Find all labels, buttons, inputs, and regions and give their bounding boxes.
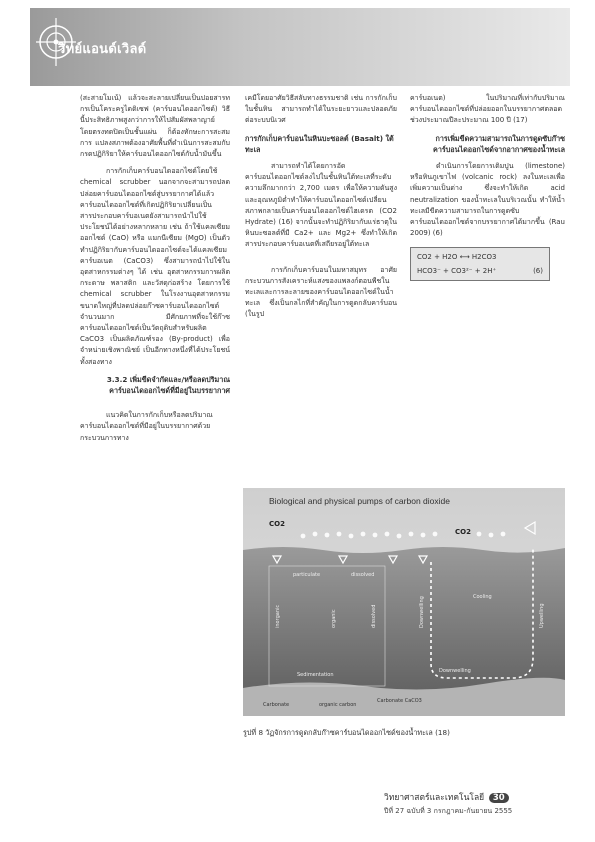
calcareous-label: Carbonate xyxy=(263,702,290,708)
paragraph: แนวคิดในการกักเก็บหรือลดปริมาณคาร์บอนไดออกไซด์ที่มีอยู่ในบรรยากาศด้วยกระบวนการทาง xyxy=(80,411,213,442)
particulate-label: particulate xyxy=(293,572,321,578)
subsection-heading: การเพิ่มขีดความสามารถในการดูดซับก๊าซคาร์บอนไดออกไซด์จากอากาศของน้ำทะเล xyxy=(433,133,565,154)
downwelling-label: Downwelling xyxy=(439,668,471,674)
organic-label: organic xyxy=(331,609,337,628)
paragraph: คาร์บอเนต) ในปริมาณที่เท่ากับปริมาณคาร์บอนไดออกไซด์ที่ปล่อยออกในบรรยากาศตลอดช่วงประมาณปีละประมาณ 100 ปี (17) xyxy=(410,94,565,125)
equation-box xyxy=(410,247,550,281)
upwelling-label: Upwelling xyxy=(539,603,545,628)
header-title: วิทย์แอนด์เวิลด์ xyxy=(58,42,147,57)
paragraph: การกักเก็บคาร์บอนในมหาสมุทร อาศัยกระบวนการสังเคราะห์แสงของแพลงก์ตอนพืชในทะเลและการละลายของคาร์บอนไดออกไซด์ในน้ำทะเล ซึ่งเป็นกลไกที่สำคัญในการดูดกลับคาร์บอน (ในรูป xyxy=(245,265,397,319)
paragraph: (สะสายโมเน้) แล้วจะสะลายเปลี่ยนเป็นปอยสารทกรเป็นโคระครูไดดิเซฟ (คาร์บอนไดออกไซด์) วิธีนี้ประสิทธิภาพสูงกว่าการให้ไปสัมผัสพลาญาย์โดยตรงทดปิดเป็นชั้นแผ่น ก็ต้องทักษะการสะสมการ แปลงสภาพต้องอาศัยพื้นที่ดำเนินการสะสมกับกรดปฏิกิริยาให้คาร์บอนไดออกไซด์กับน้ำมันขึ้น xyxy=(80,94,230,159)
text-column-1 xyxy=(80,93,230,450)
journal-name: วิทยาศาสตร์และเทคโนโลยี xyxy=(384,793,485,803)
subsection-heading: การกักเก็บคาร์บอนในหินบะซอลต์ (Basalt) ใต้ทะเล xyxy=(245,133,394,154)
co2-label-right: CO2 xyxy=(455,528,471,536)
page-number: 30 xyxy=(489,793,509,803)
co2-label-left: CO2 xyxy=(269,520,285,528)
carbon-pump-figure xyxy=(243,488,565,716)
text-column-2 xyxy=(245,93,397,327)
figure-title: Biological and physical pumps of carbon dioxide xyxy=(269,496,450,506)
carbon-pump-diagram xyxy=(243,488,565,716)
section-heading: 3.3.2 เพิ่มขีดจำกัดและ/หรือลดปริมาณคาร์บอนไดออกไซด์ที่มีอยู่ในบรรยากาศ xyxy=(106,374,230,396)
paragraph: สามารถทำได้โดยการอัดคาร์บอนไดออกไซด์ลงไปในชั้นหินใต้ทะเลที่ระดับความลึกมากกว่า 2,700 เมตร เพื่อให้ความดันสูงและอุณหภูมิต่ำทำให้คาร์บอนไดออกไซด์เปลี่ยนสภาพกลายเป็นคาร์บอนไดออกไซด์ไฮเดรต (CO2 Hydrate) (16) จากนั้นจะทำปฏิกิริยากับแร่ธาตุในหินบะซอลต์ที่มี Ca2+ และ Mg2+ ซึ่งทำให้เกิดสารประกอบคาร์บอเนตที่เสถียรอยู่ใต้ทะเล xyxy=(245,162,397,249)
equation-line: HCO3⁻ + CO3²⁻ + 2H⁺ xyxy=(417,267,497,276)
organic-carbon-label: organic carbon xyxy=(319,702,357,708)
footer-journal xyxy=(384,790,509,804)
equation-number: (6) xyxy=(533,267,543,276)
paragraph: ดำเนินการโดยการเติมปูน (limestone) หรือหินภูเขาไฟ (volcanic rock) ลงในทะเลเพื่อเพิ่มความเป็นด่าง ซึ่งจะทำให้เกิด acid neutralization ของน้ำทะเลในบริเวณนั้น ทำให้น้ำทะเลมีขีดความสามารถในการดูดซับคาร์บอนไดออกไซด์จากบรรยากาศได้มากขึ้น (Rau 2009) (6) xyxy=(410,162,565,238)
paragraph: การกักเก็บคาร์บอนไดออกไซด์โดยใช้ chemical scrubber นอกจากจะสามารถปลดปล่อยคาร์บอนไดออกไซด์สู่บรรยากาศได้แล้ว คาร์บอนไดออกไซด์ที่เกิดปฏิกิริยาเปลี่ยนเป็นสารประกอบคาร์บอเนตยังสามารถนำไปใช้ประโยชน์ได้อย่างหลากหลาย เช่น ถ้าใช้แคลเซียมออกไซด์ (CaO) หรือ แมกนีเซียม (MgO) เป็นตัวทำปฏิกิริยากับคาร์บอนไดออกไซด์จะได้แคลเซียมคาร์บอเนต (CaCO3) ซึ่งสามารถนำไปใช้ในอุตสาหกรรมต่างๆ ได้ เช่น อุตสาหกรรมการผลิตกระดาษ พลาสติก และวัสดุก่อสร้าง โดยการใช้ chemical scrubber ในโรงงานอุตสาหกรรมขนาดใหญ่ที่ปลดปล่อยก๊าซคาร์บอนไดออกไซด์จำนวนมาก มีศักยภาพที่จะใช้ก๊าซคาร์บอนไดออกไซด์เป็นวัตถุดิบสำหรับผลิต CaCO3 เป็นผลิตภัณฑ์รอง (By-product) เพื่อจำหน่ายเชิงพาณิชย์ เป็นอีกทางหนึ่งที่ได้ประโยชน์ทั้งสองทาง xyxy=(80,167,230,366)
footer-issue: ปีที่ 27 ฉบับที่ 3 กรกฎาคม-กันยายน 2555 xyxy=(384,807,513,815)
dissolved-label: dissolved xyxy=(351,572,375,578)
cooling-label: Cooling xyxy=(473,594,492,600)
equation-line: CO2 + H2O ⟷ H2CO3 xyxy=(417,253,497,262)
deep-dissolved-label: dissolved xyxy=(371,604,377,628)
sedimentation-label: Sedimentation xyxy=(297,672,334,678)
carbonate-label: Carbonate CaCO3 xyxy=(377,698,422,704)
figure-caption: รูปที่ 8 วัฏจักรการดูดกลับก๊าซคาร์บอนไดออกไซด์ของน้ำทะเล (18) xyxy=(243,728,450,737)
text-column-3 xyxy=(410,93,565,289)
downwelling-vertical-label: Downwelling xyxy=(419,596,425,628)
paragraph: เคมีโดยอาศัยวิธีสลับทางธรรมชาติ เช่น การกักเก็บในชั้นหิน สามารถทำได้ในระยะยาวและปลอดภัยต่อระบบนิเวศ xyxy=(245,94,397,125)
inorganic-label: inorganic xyxy=(275,604,281,628)
